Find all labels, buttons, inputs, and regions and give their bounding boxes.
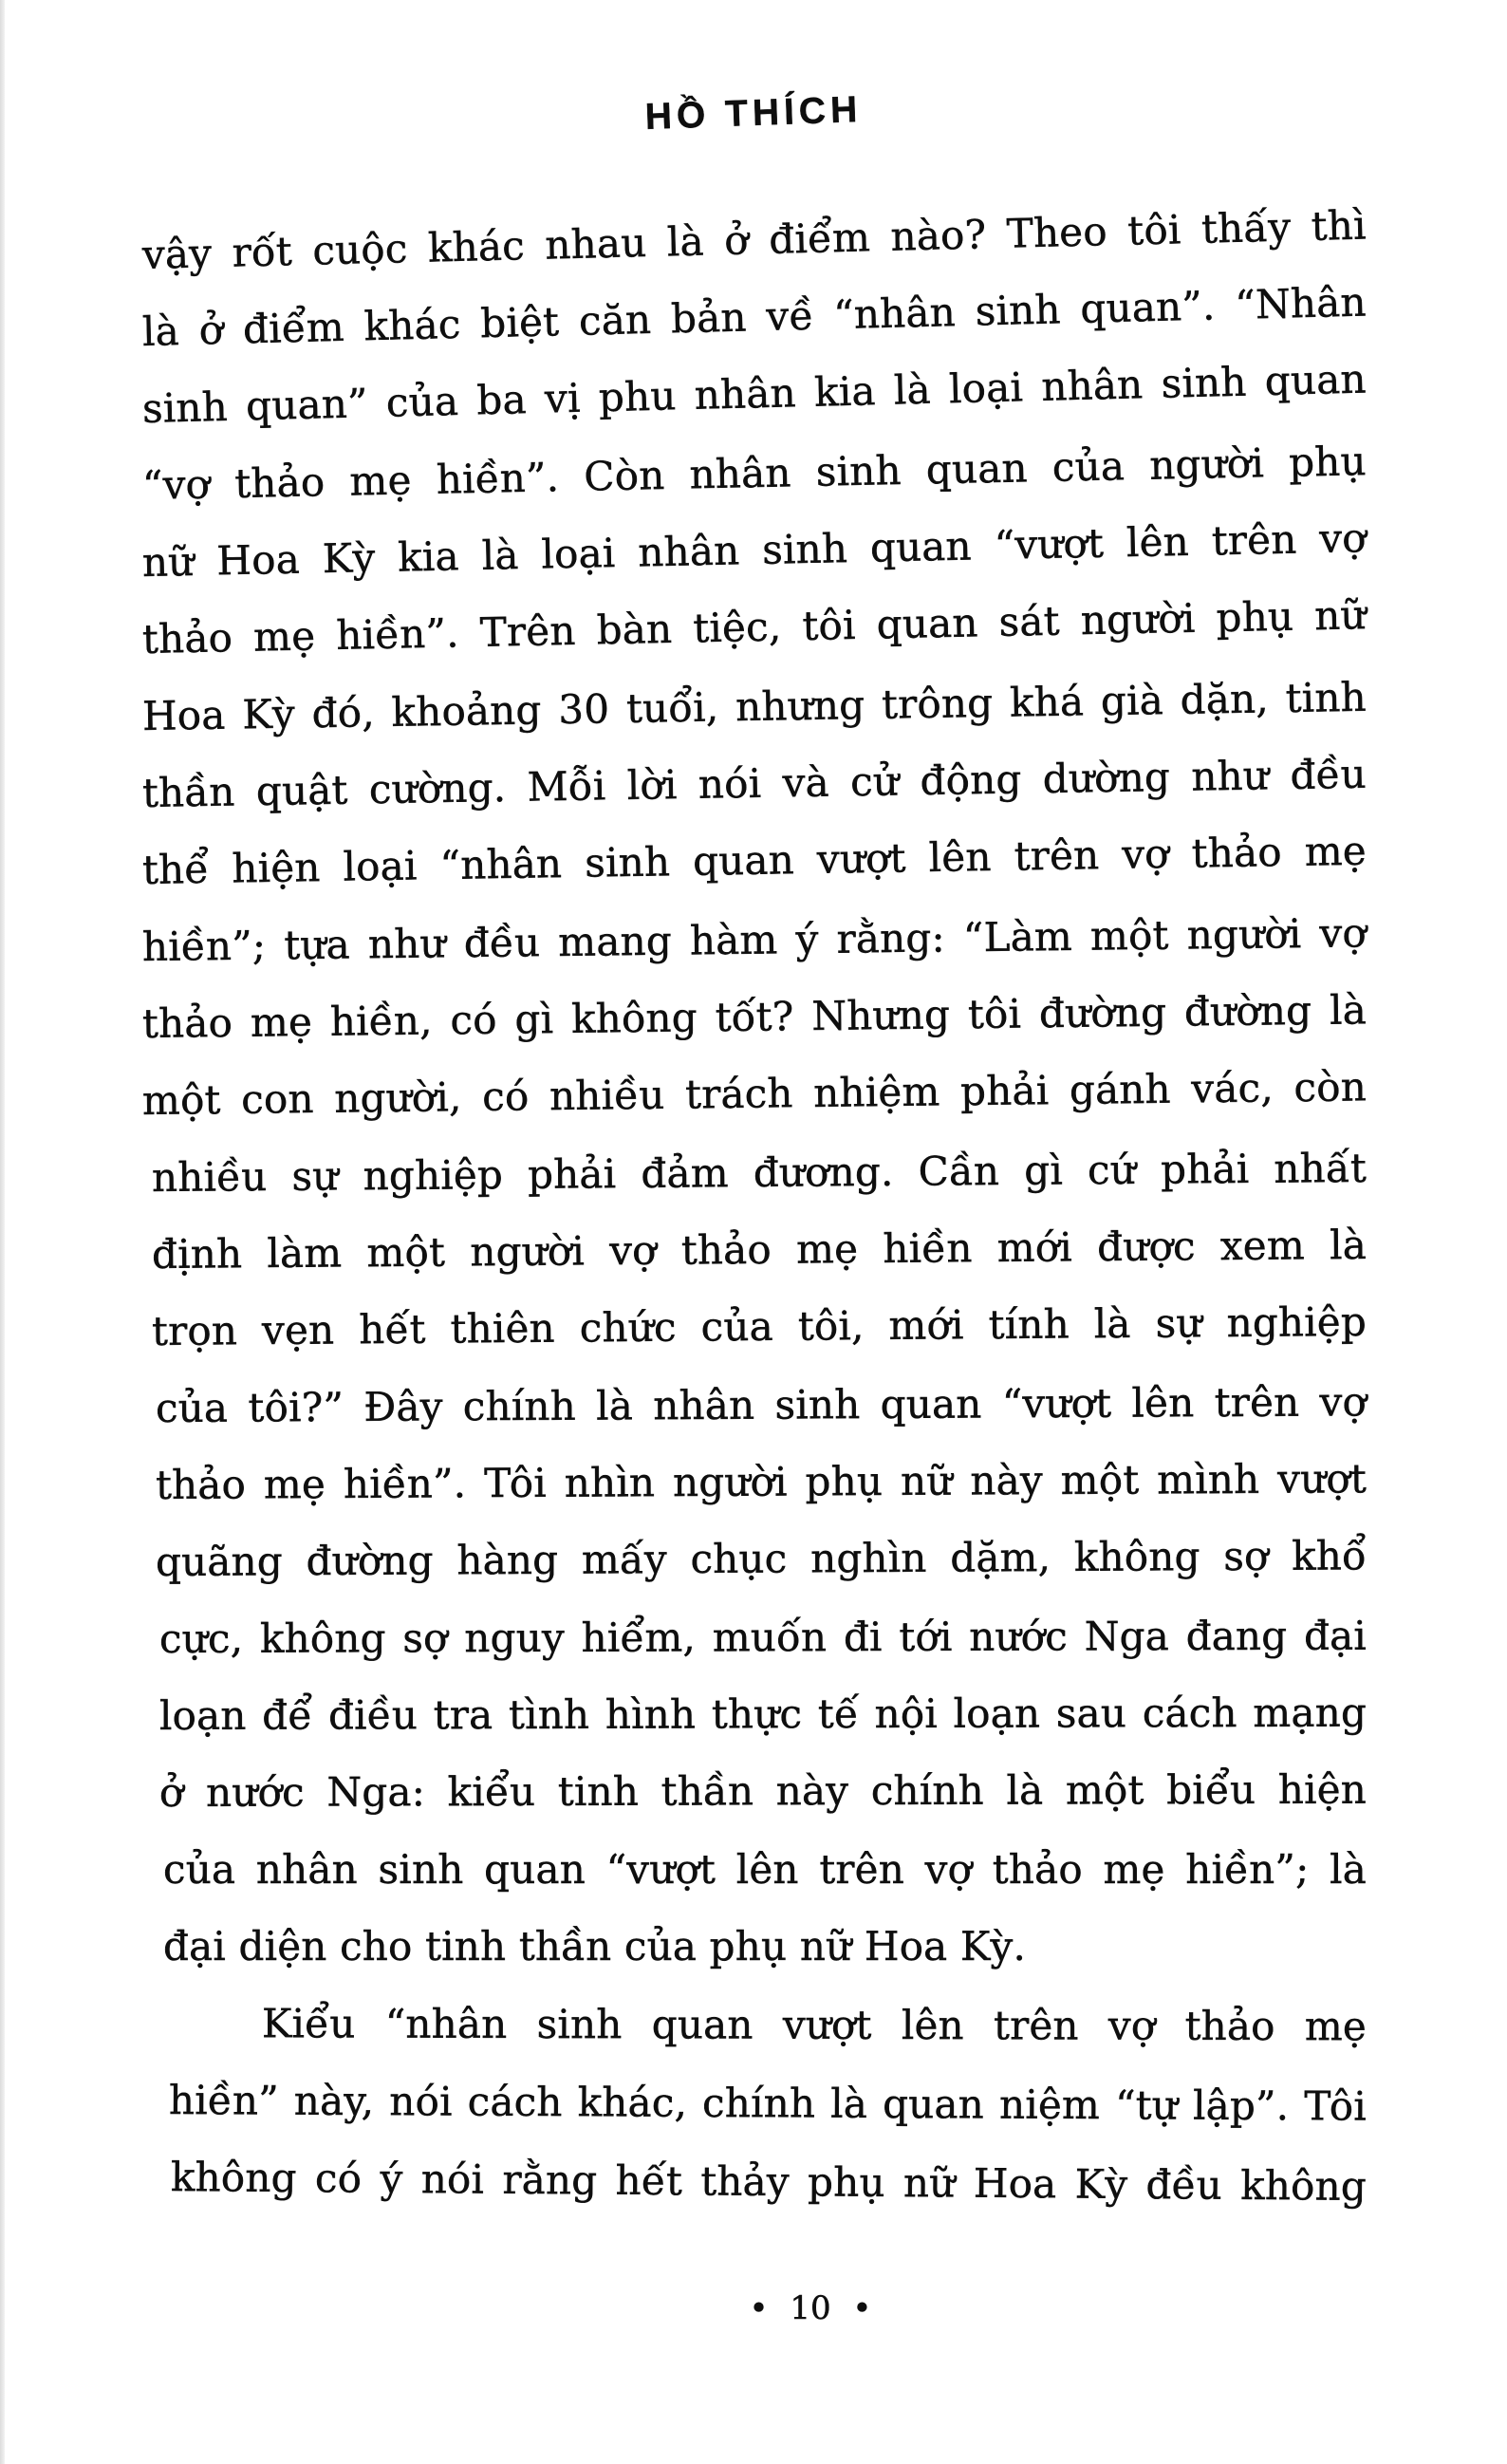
text-line: vậy rốt cuộc khác nhau là ở điểm nào? Theo tôi thấy thì	[141, 201, 1367, 278]
text-line: loạn để điều tra tình hình thực tế nội loạn sau cách mạng	[158, 1689, 1367, 1739]
text-line: quãng đường hàng mấy chục nghìn dặm, không sợ khổ	[155, 1532, 1367, 1585]
text-line: Kiểu “nhân sinh quan vượt lên trên vợ thảo mẹ	[261, 2000, 1367, 2050]
text-line: thảo mẹ hiền”. Tôi nhìn người phụ nữ này một mình vượt	[155, 1455, 1367, 1508]
text-line: thần quật cường. Mỗi lời nói và cử động dường như đều	[141, 750, 1367, 816]
text-line: nhiều sự nghiệp phải đảm đương. Cần gì cứ phải nhất	[151, 1144, 1367, 1201]
text-line: sinh quan” của ba vị phu nhân kia là loại nhân sinh quan	[141, 355, 1367, 432]
running-head: HỒ THÍCH	[644, 89, 863, 138]
text-line: định làm một người vợ thảo mẹ hiền mới được xem là	[151, 1221, 1367, 1278]
text-line: thảo mẹ hiền, có gì không tốt? Nhưng tôi đường đường là	[141, 986, 1367, 1047]
text-line: một con người, có nhiều trách nhiệm phải gánh vác, còn	[141, 1063, 1367, 1124]
text-line: ở nước Nga: kiểu tinh thần này chính là một biểu hiện	[158, 1765, 1367, 1816]
text-line: trọn vẹn hết thiên chức của tôi, mới tính là sự nghiệp	[151, 1297, 1367, 1354]
page-number: • 10 •	[749, 2289, 872, 2327]
text-line: nữ Hoa Kỳ kia là loại nhân sinh quan “vượt lên trên vợ	[141, 514, 1367, 586]
text-line: cực, không sợ nguy hiểm, muốn đi tới nước Nga đang đại	[158, 1612, 1367, 1662]
text-line: hiền”; tựa như đều mang hàm ý rằng: “Làm một người vợ	[141, 909, 1367, 970]
scan-edge-artifact	[0, 0, 5, 2464]
text-line: thể hiện loại “nhân sinh quan vượt lên trên vợ thảo mẹ	[141, 827, 1367, 893]
text-line: đại diện cho tinh thần của phụ nữ Hoa Kỳ.	[163, 1923, 1027, 1969]
text-line: Hoa Kỳ đó, khoảng 30 tuổi, nhưng trông khá già dặn, tinh	[141, 673, 1367, 739]
text-line: của nhân sinh quan “vượt lên trên vợ thảo mẹ hiền”; là	[163, 1846, 1367, 1893]
text-line: không có ý nói rằng hết thảy phụ nữ Hoa Kỳ đều không	[170, 2154, 1367, 2210]
text-line: hiền” này, nói cách khác, chính là quan niệm “tự lập”. Tôi	[168, 2077, 1367, 2130]
body-text	[141, 201, 1367, 2215]
text-line: “vợ thảo mẹ hiền”. Còn nhân sinh quan của người phụ	[141, 438, 1367, 509]
text-line: là ở điểm khác biệt căn bản về “nhân sinh quan”. “Nhân	[141, 278, 1367, 355]
text-line: của tôi?” Đây chính là nhân sinh quan “vượt lên trên vợ	[155, 1378, 1367, 1431]
text-line: thảo mẹ hiền”. Trên bàn tiệc, tôi quan sát người phụ nữ	[141, 591, 1367, 663]
